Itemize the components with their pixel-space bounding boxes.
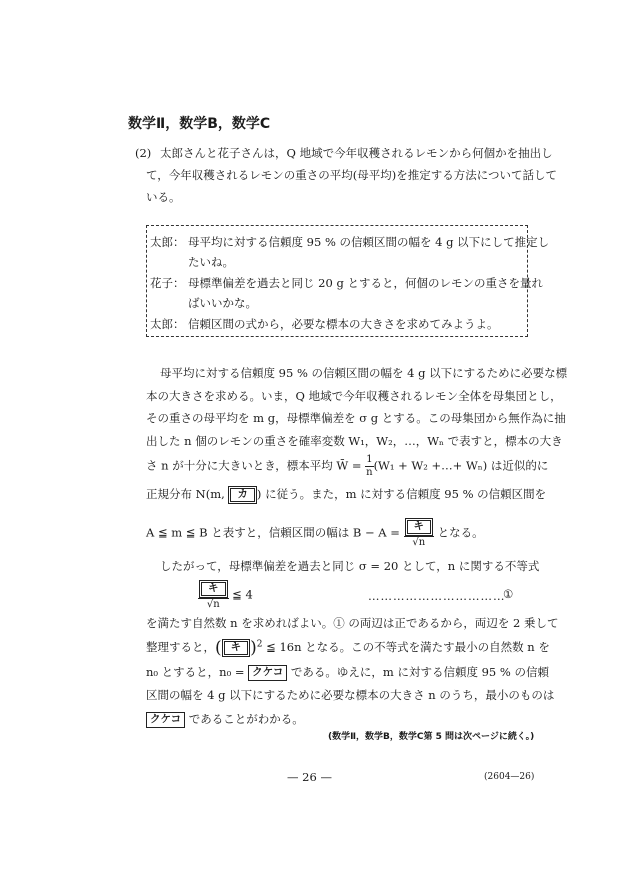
dialogue-line: ばいいかな。 xyxy=(188,296,257,310)
body-line: したがって，母標準偏差を過去と同じ σ = 20 として，n に関する不等式 xyxy=(160,559,540,573)
answer-box-kukeko[interactable]: クケコ xyxy=(146,712,185,728)
body-line: を満たす自然数 n を求めればよい。① の両辺は正であるから，両辺を 2 乗して xyxy=(146,616,559,630)
exam-code: (2604—26) xyxy=(484,772,535,782)
speaker: 太郎： xyxy=(150,317,185,331)
n0-line: n₀ とすると，n₀ = クケコ である。ゆえに，m に対する信頼度 95 % の信頼 xyxy=(146,664,549,679)
body-line: その重さの母平均を m g，母標準偏差を σ g とする。この母集団から無作為に抽 xyxy=(146,411,566,425)
section-heading: 数学Ⅱ，数学B，数学C xyxy=(128,116,271,132)
answer-box-kukeko[interactable]: クケコ xyxy=(248,665,287,681)
continue-note: (数学Ⅱ，数学B，数学C第 5 問は次ページに続く。) xyxy=(328,732,535,742)
sample-mean-line: さ n が十分に大きいとき，標本平均 W̄ = $\frac{1}{n}$ (W₁ + W₂ +…+ Wₙ) は近似的に xyxy=(146,454,549,478)
intro-line: 太郎さんと花子さんは，Q 地域で今年収穫されるレモンから何個かを抽出し xyxy=(160,146,553,160)
intro-line: て，今年収穫されるレモンの重さの平均(母平均)を推定する方法について話して xyxy=(146,168,558,182)
dialogue-line: 母標準偏差を過去と同じ 20 g とすると，何個のレモンの重さを量れ xyxy=(188,276,543,290)
intro-line: いる。 xyxy=(146,190,181,204)
page-number: — 26 — xyxy=(287,770,332,784)
problem-number: (2) xyxy=(135,146,152,160)
answer-box-ki[interactable]: キ xyxy=(405,518,434,536)
speaker: 太郎： xyxy=(150,235,185,249)
inequality-1: $\frac{\text{キ}}{√n}$ ≦ 4 xyxy=(198,580,253,611)
answer-box-ki[interactable]: キ xyxy=(222,639,251,657)
leader-dots: …………………………… xyxy=(368,589,506,603)
normal-distribution-line: 正規分布 N(m, カ ) に従う。また，m に対する信頼度 95 % の信頼区間を xyxy=(146,486,546,504)
dialogue-line: 信頼区間の式から，必要な標本の大きさを求めてみようよ。 xyxy=(188,317,499,331)
answer-box-ki[interactable]: キ xyxy=(199,580,228,598)
answer-box-ka[interactable]: カ xyxy=(228,486,257,504)
speaker: 花子： xyxy=(150,276,185,290)
conclusion-line: クケコ であることがわかる。 xyxy=(146,712,304,728)
body-line: 区間の幅を 4 g 以下にするために必要な標本の大きさ n のうち，最小のものは xyxy=(146,688,555,702)
body-line: 出した n 個のレモンの重さを確率変数 W₁，W₂，…，Wₙ で表すと，標本の大き xyxy=(146,434,563,448)
equation-label: ① xyxy=(503,587,514,601)
interval-width-line: A ≦ m ≦ B と表すと，信頼区間の幅は B − A = $\frac{\text{キ}}{√n}$ となる。 xyxy=(146,520,484,548)
body-line: 母平均に対する信頼度 95 % の信頼区間の幅を 4 g 以下にするために必要な標 xyxy=(160,366,568,380)
dialogue-line: 母平均に対する信頼度 95 % の信頼区間の幅を 4 g 以下にして推定し xyxy=(188,235,550,249)
squared-line: 整理すると，( キ )$^2$ ≦ 16n となる。この不等式を満たす最小の自然数 n を xyxy=(146,638,550,658)
dialogue-line: たいね。 xyxy=(188,255,234,269)
body-line: 本の大きさを求める。いま，Q 地域で今年収穫されるレモン全体を母集団とし， xyxy=(146,389,562,403)
